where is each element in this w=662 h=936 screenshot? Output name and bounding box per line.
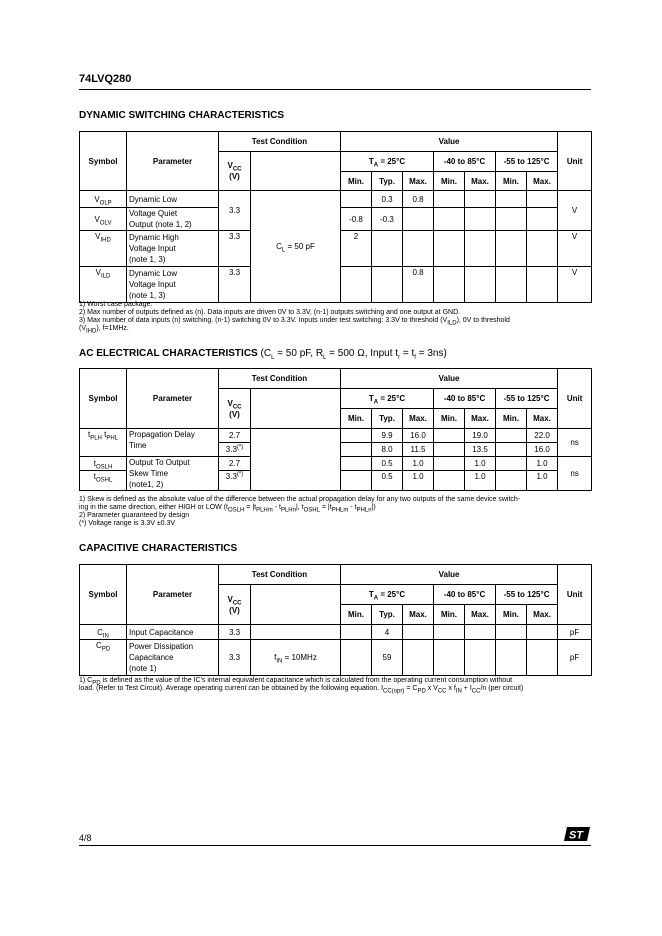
value-cell: 1.0 <box>403 457 434 471</box>
param-skew-time: Output To Output Skew Time (note1, 2) <box>127 457 219 491</box>
col-vcc: $V_{CC}$ (V) <box>219 585 251 625</box>
col-ta25: $T_A = 25^\circ C$ <box>341 585 434 605</box>
col-unit: Unit <box>558 565 592 625</box>
value-cell: 1.0 <box>527 457 558 471</box>
vcc-cell: 3.3 <box>219 231 251 267</box>
col-max: Max. <box>527 409 558 429</box>
symbol-vihd: $V_{IHD}$ <box>80 231 127 267</box>
col-cond-blank <box>251 389 341 429</box>
col-max: Max. <box>465 605 496 625</box>
col-value: Value <box>341 369 558 389</box>
col-unit: Unit <box>558 369 592 429</box>
col-test-condition: Test Condition <box>219 369 341 389</box>
value-cell: 0.8 <box>403 267 434 303</box>
value-cell: 11.5 <box>403 443 434 457</box>
value-cell: -0.8 <box>341 208 372 231</box>
section-title-capacitive: CAPACITIVE CHARACTERISTICS <box>79 543 238 554</box>
unit-cell: V <box>558 267 592 303</box>
col-max: Max. <box>403 172 434 191</box>
symbol-tplh-tphl: $t_{PLH}$ $t_{PHL}$ <box>80 429 127 457</box>
vcc-cell: 3.3 <box>219 267 251 303</box>
value-cell: 22.0 <box>527 429 558 443</box>
col-parameter: Parameter <box>127 565 219 625</box>
capacitive-table <box>79 564 592 676</box>
symbol-cin: $C_{IN}$ <box>80 625 127 640</box>
footer-rule <box>79 845 591 846</box>
note: 2) Parameter guaranteed by design <box>79 512 190 519</box>
param-volp: Dynamic Low <box>127 191 219 208</box>
col-min: Min. <box>341 409 372 429</box>
value-cell: 1.0 <box>527 471 558 491</box>
param-propagation-delay: Propagation Delay Time <box>127 429 219 457</box>
col-vcc: $V_{CC}$ (V) <box>219 152 251 191</box>
value-cell: -0.3 <box>372 208 403 231</box>
symbol-toslh: $t_{OSLH}$ <box>80 457 127 471</box>
value-cell: 4 <box>372 625 403 640</box>
col-max: Max. <box>465 172 496 191</box>
vcc-cell: 3.3 <box>219 625 251 640</box>
table-row <box>80 429 592 443</box>
note: 1) Skew is defined as the absolute value of the difference between the actual propagation delay for any two outputs of the same device switch- <box>79 496 521 503</box>
section-title-dynamic: DYNAMIC SWITCHING CHARACTERISTICS <box>79 110 284 121</box>
dynamic-switching-table <box>79 131 592 303</box>
col-max: Max. <box>527 172 558 191</box>
value-cell: 9.9 <box>372 429 403 443</box>
col-typ: Typ. <box>372 605 403 625</box>
test-condition-cl: $C_L = 50$ pF <box>251 191 341 303</box>
col-parameter: Parameter <box>127 132 219 191</box>
col-min: Min. <box>341 605 372 625</box>
note: 1) $C_{PD}$ is defined as the value of the IC's internal equivalent capacitance which is calculated from the operating current consumption without <box>79 677 513 687</box>
note: 1) Worst case package. <box>79 301 153 308</box>
value-cell: 0.8 <box>403 191 434 208</box>
value-cell: 0.3 <box>372 191 403 208</box>
value-cell: 2 <box>341 231 372 267</box>
col-min: Min. <box>496 409 527 429</box>
col-min: Min. <box>496 172 527 191</box>
col-symbol: Symbol <box>80 369 127 429</box>
note: 3) Max number of data inputs (n) switching. (n-1) switching 0V to 3.3V. Inputs under test switching: 3.3V to threshold $(V_{ILD})$, 0V to threshold <box>79 317 510 327</box>
param-power-dissipation: Power Dissipation Capacitance (note 1) <box>127 640 219 676</box>
col-symbol: Symbol <box>80 565 127 625</box>
vcc-cell: 3.3(*) <box>219 443 251 457</box>
col-cond-blank <box>251 585 341 625</box>
table-row <box>80 640 592 676</box>
col-parameter: Parameter <box>127 369 219 429</box>
symbol-volv: $V_{OLV}$ <box>80 208 127 231</box>
value-cell: 19.0 <box>465 429 496 443</box>
test-condition-fin: $f_{IN} = 10MHz$ <box>251 640 341 676</box>
vcc-cell: 3.3 <box>219 640 251 676</box>
header-rule <box>79 89 591 90</box>
unit-cell: ns <box>558 457 592 491</box>
unit-cell: V <box>558 231 592 267</box>
param-input-capacitance: Input Capacitance <box>127 625 219 640</box>
value-cell: 8.0 <box>372 443 403 457</box>
note: $(V_{IHD})$, f=1MHz. <box>79 325 129 335</box>
col-value: Value <box>341 565 558 585</box>
col-vcc: $V_{CC}$ (V) <box>219 389 251 429</box>
symbol-toshl: $t_{OSHL}$ <box>80 471 127 491</box>
note: load. (Refer to Test Circuit). Average operating current can be obtained by the following equation. $I_{CC(opr)} = C_{PD}$ x $V_{CC}$ x $f_{IN} + I_{CC}/n$ (per circuit) <box>79 685 524 695</box>
symbol-cpd: $C_{PD}$ <box>80 640 127 676</box>
param-vild: Dynamic Low Voltage Input (note 1, 3) <box>127 267 219 303</box>
document-title: 74LVQ280 <box>79 73 132 85</box>
col-test-condition: Test Condition <box>219 132 341 152</box>
col-typ: Typ. <box>372 172 403 191</box>
value-cell: 1.0 <box>465 471 496 491</box>
col-value: Value <box>341 132 558 152</box>
section-title-ac: AC ELECTRICAL CHARACTERISTICS ($C_L = 50$ pF, $R_L = 500$ Ω, Input $t_r = t_f = 3ns$) <box>79 348 447 361</box>
param-volv: Voltage Quiet Output (note 1, 2) <box>127 208 219 231</box>
ac-notes <box>79 496 591 528</box>
st-logo-icon <box>563 826 591 842</box>
table-row <box>80 191 592 208</box>
value-cell: 59 <box>372 640 403 676</box>
value-cell: 0.5 <box>372 471 403 491</box>
col-range125: -55 to 125°C <box>496 152 558 172</box>
value-cell: 1.0 <box>465 457 496 471</box>
col-max: Max. <box>403 605 434 625</box>
unit-cell: pF <box>558 640 592 676</box>
dynamic-notes <box>79 301 591 333</box>
unit-cell: V <box>558 191 592 231</box>
note: 2) Max number of outputs defined as (n). Data inputs are driven 0V to 3.3V, (n-1) outputs switching and one output at GND. <box>79 309 461 316</box>
col-cond-blank <box>251 152 341 191</box>
symbol-vild: $V_{ILD}$ <box>80 267 127 303</box>
page-number: 4/8 <box>79 833 92 843</box>
vcc-cell: 2.7 <box>219 429 251 443</box>
svg-text:ST: ST <box>568 829 584 842</box>
table-row <box>80 625 592 640</box>
col-range85: -40 to 85°C <box>434 389 496 409</box>
col-range125: -55 to 125°C <box>496 389 558 409</box>
col-unit: Unit <box>558 132 592 191</box>
col-min: Min. <box>434 172 465 191</box>
col-min: Min. <box>341 172 372 191</box>
param-vihd: Dynamic High Voltage Input (note 1, 3) <box>127 231 219 267</box>
vcc-cell: 3.3(*) <box>219 471 251 491</box>
col-max: Max. <box>465 409 496 429</box>
col-max: Max. <box>527 605 558 625</box>
unit-cell: pF <box>558 625 592 640</box>
col-ta25: $T_A = 25^\circ C$ <box>341 389 434 409</box>
col-range85: -40 to 85°C <box>434 152 496 172</box>
ac-electrical-table <box>79 368 592 491</box>
col-min: Min. <box>496 605 527 625</box>
unit-cell: ns <box>558 429 592 457</box>
note: ing in the same direction, either HIGH or LOW ($t_{OSLH} = |t_{PLHm} - t_{PLHn}|$, $t_{OSHL} = |t_{PHLm} - t_{PHLn}|$) <box>79 504 376 514</box>
vcc-cell: 2.7 <box>219 457 251 471</box>
value-cell: 1.0 <box>403 471 434 491</box>
col-range85: -40 to 85°C <box>434 585 496 605</box>
col-min: Min. <box>434 605 465 625</box>
value-cell: 0.5 <box>372 457 403 471</box>
value-cell: 16.0 <box>403 429 434 443</box>
col-min: Min. <box>434 409 465 429</box>
symbol-volp: $V_{OLP}$ <box>80 191 127 208</box>
col-test-condition: Test Condition <box>219 565 341 585</box>
capacitive-notes <box>79 677 591 693</box>
col-range125: -55 to 125°C <box>496 585 558 605</box>
vcc-cell: 3.3 <box>219 191 251 231</box>
value-cell: 13.5 <box>465 443 496 457</box>
col-typ: Typ. <box>372 409 403 429</box>
col-max: Max. <box>403 409 434 429</box>
col-ta25: $T_A = 25^\circ C$ <box>341 152 434 172</box>
col-symbol: Symbol <box>80 132 127 191</box>
value-cell: 16.0 <box>527 443 558 457</box>
note: (*) Voltage range is 3.3V ±0.3V <box>79 520 176 527</box>
